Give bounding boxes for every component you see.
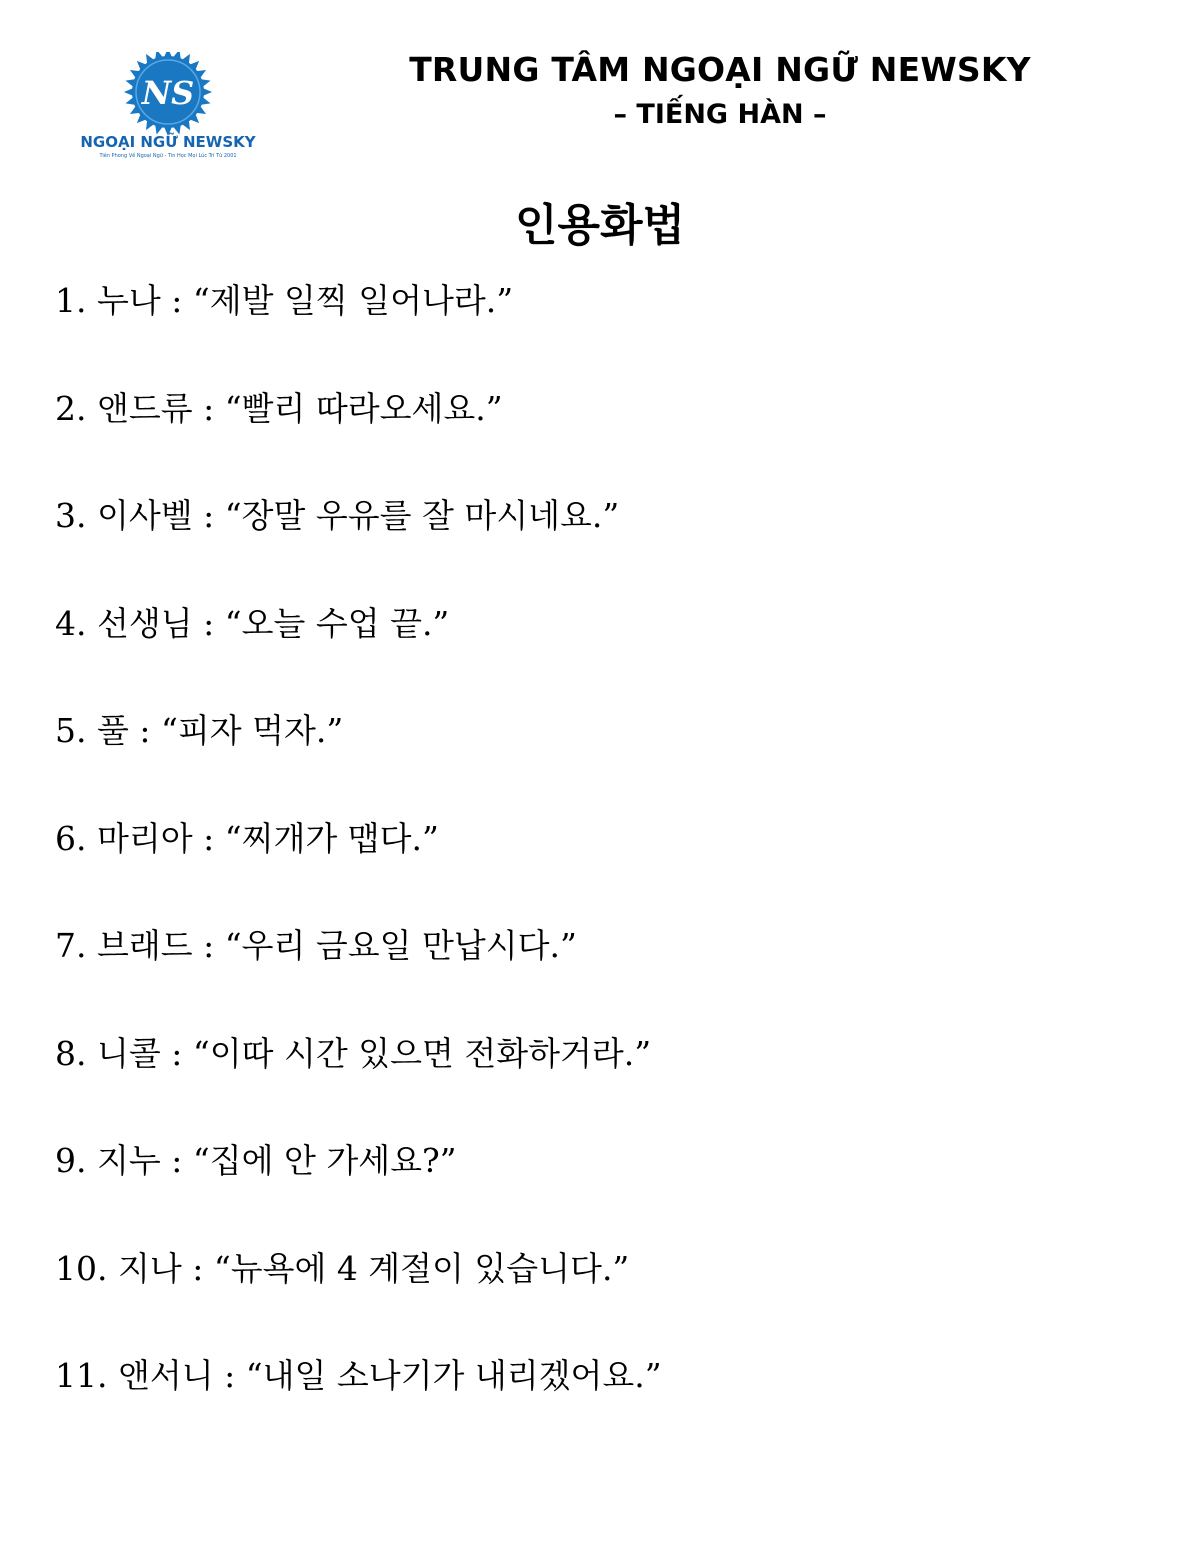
exercise-item: 4. 선생님 : “오늘 수업 끝.” (55, 603, 450, 643)
logo-brand-text: NGOẠI NGỮ NEWSKY (80, 133, 256, 151)
exercise-item: 3. 이사벨 : “장말 우유를 잘 마시네요.” (55, 496, 620, 535)
newsky-sunburst-logo-icon (64, 52, 274, 162)
exercise-item: 5. 풀 : “피자 먹자.” (55, 711, 344, 750)
exercise-item: 8. 니콜 : “이따 시간 있으면 전화하거라.” (55, 1033, 652, 1073)
newsky-logo (64, 52, 274, 162)
exercise-item: 1. 누나 : “제발 일찍 일어나라.” (55, 281, 514, 320)
organization-name: TRUNG TÂM NGOẠI NGỮ NEWSKY (409, 50, 1031, 89)
document-title: 인용화법 (514, 200, 685, 251)
exercise-item: 2. 앤드류 : “빨리 따라오세요.” (55, 388, 503, 428)
page-header (400, 48, 1040, 134)
exercise-item: 11. 앤서니 : “내일 소나기가 내리겠어요.” (55, 1356, 662, 1395)
exercise-list (55, 275, 1155, 1458)
exercise-item: 6. 마리아 : “찌개가 맵다.” (55, 818, 439, 858)
exercise-item: 10. 지나 : “뉴욕에 4 계절이 있습니다.” (55, 1248, 630, 1288)
exercise-item: 7. 브래드 : “우리 금요일 만납시다.” (55, 926, 577, 965)
exercise-item: 9. 지누 : “집에 안 가세요?” (55, 1141, 457, 1180)
language-subtitle: – TIẾNG HÀN – (613, 99, 827, 130)
logo-monogram: NS (141, 74, 195, 112)
logo-tagline: Tiên Phong Về Ngoại Ngữ - Tin Học Mọi Lúc Trí Từ 2001 (99, 153, 237, 159)
